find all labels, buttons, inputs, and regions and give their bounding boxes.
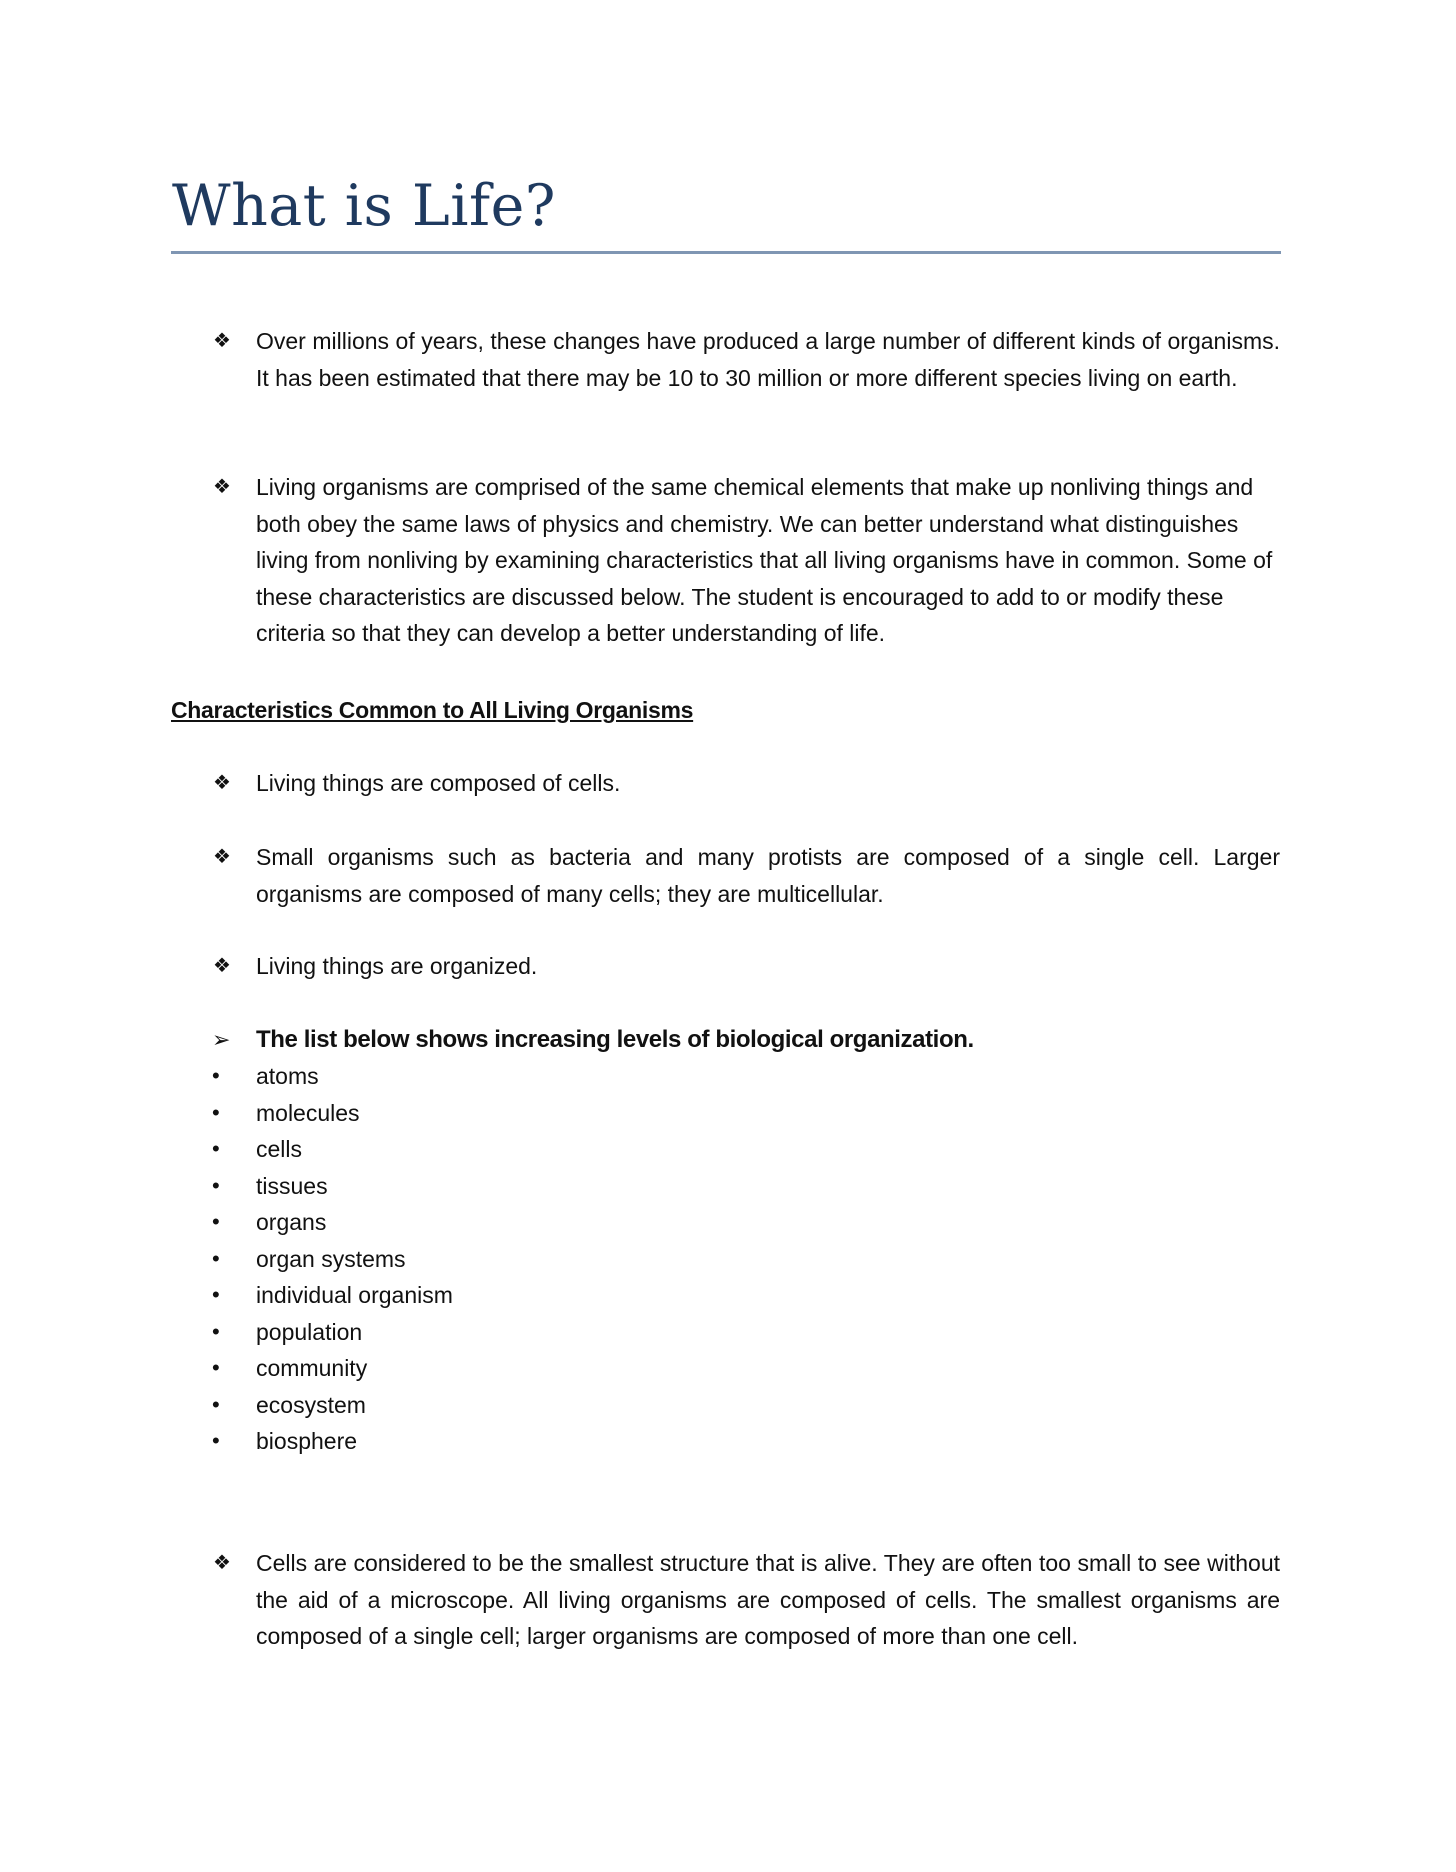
- section-heading: Characteristics Common to All Living Organisms: [171, 697, 694, 723]
- bullet-icon: •: [212, 1099, 220, 1125]
- bullet-icon: •: [212, 1245, 220, 1271]
- bullet-icon: •: [212, 1391, 220, 1417]
- intro-paragraph-1: Over millions of years, these changes have produced a large number of different kinds of organisms. It has been estimated that there may be 10 to 30 million or more different species living on earth.: [256, 328, 1280, 391]
- diamond-bullet-icon: ❖: [213, 330, 231, 352]
- document-page: What is Life? ❖ Over millions of years, these changes have produced a large number of different kinds of organisms. It has been estimated that there may be 10 to 30 million or more different species living on earth. ❖ Living organisms are comprised of the same chemical elements that make up nonliving things and both obey the same laws of physics and chemistry. We can better understand what distinguishes living from nonliving by examining characteristics that all living organisms have in common. Some of these characteristics are discussed below. The student is encouraged to add to or modify these criteria so that they can develop a better understanding of life. Characteristics Common to All Living Organisms ❖ Living things are composed of cells. ❖ Small organisms such as bacteria and many protists are composed of a single cell. Larger organisms are composed of many cells; they are multicellular. ❖ Living things are organized. ➢ The list below shows increasing levels of biological organization. • atoms • molecules • cells • tissues • organs • organ systems • individual organism • population • community • ecosystem • biosphere ❖ Cells are considered to be the smallest structure that is alive. They are often too small to see without the aid of a microscope. All living organisms are composed of cells. The smallest organisms are composed of a single cell; larger organisms are composed of more than one cell.: [0, 0, 1456, 1872]
- levels-list-intro: The list below shows increasing levels of biological organization.: [256, 1026, 974, 1053]
- bullet-icon: •: [212, 1136, 220, 1161]
- point-cells: Living things are composed of cells.: [256, 770, 621, 796]
- bullet-icon: •: [212, 1428, 220, 1453]
- diamond-bullet-icon: ❖: [213, 955, 231, 977]
- closing-paragraph: Cells are considered to be the smallest structure that is alive. They are often too small to see without the aid of a microscope. All living organisms are composed of cells. The smallest organisms are composed of a single cell; larger organisms are composed of more than one cell.: [256, 1550, 1280, 1649]
- bullet-icon: •: [212, 1209, 220, 1234]
- bullet-icon: •: [212, 1282, 220, 1307]
- page-title: What is Life?: [172, 173, 556, 239]
- diamond-bullet-icon: ❖: [213, 1552, 231, 1574]
- bullet-icon: •: [212, 1063, 220, 1088]
- intro-paragraph-2: Living organisms are comprised of the same chemical elements that make up nonliving things and both obey the same laws of physics and chemistry. We can better understand what distinguishes living from nonliving by examining characteristics that all living organisms have in common. Some of these characteristics are discussed below. The student is encouraged to add to or modify these criteria so that they can develop a better understanding of life.: [256, 474, 1273, 646]
- bullet-icon: •: [212, 1318, 220, 1344]
- diamond-bullet-icon: ❖: [213, 772, 231, 794]
- bullet-icon: •: [212, 1172, 220, 1198]
- arrow-bullet-icon: ➢: [212, 1027, 231, 1052]
- point-organized: Living things are organized.: [256, 953, 538, 979]
- diamond-bullet-icon: ❖: [213, 476, 231, 498]
- title-underline-rule: [171, 251, 1281, 254]
- bullet-icon: •: [212, 1355, 220, 1380]
- diamond-bullet-icon: ❖: [213, 846, 231, 868]
- point-single-cell: Small organisms such as bacteria and many protists are composed of a single cell. Larger organisms are composed of many cells; they are multicellular.: [256, 844, 1280, 907]
